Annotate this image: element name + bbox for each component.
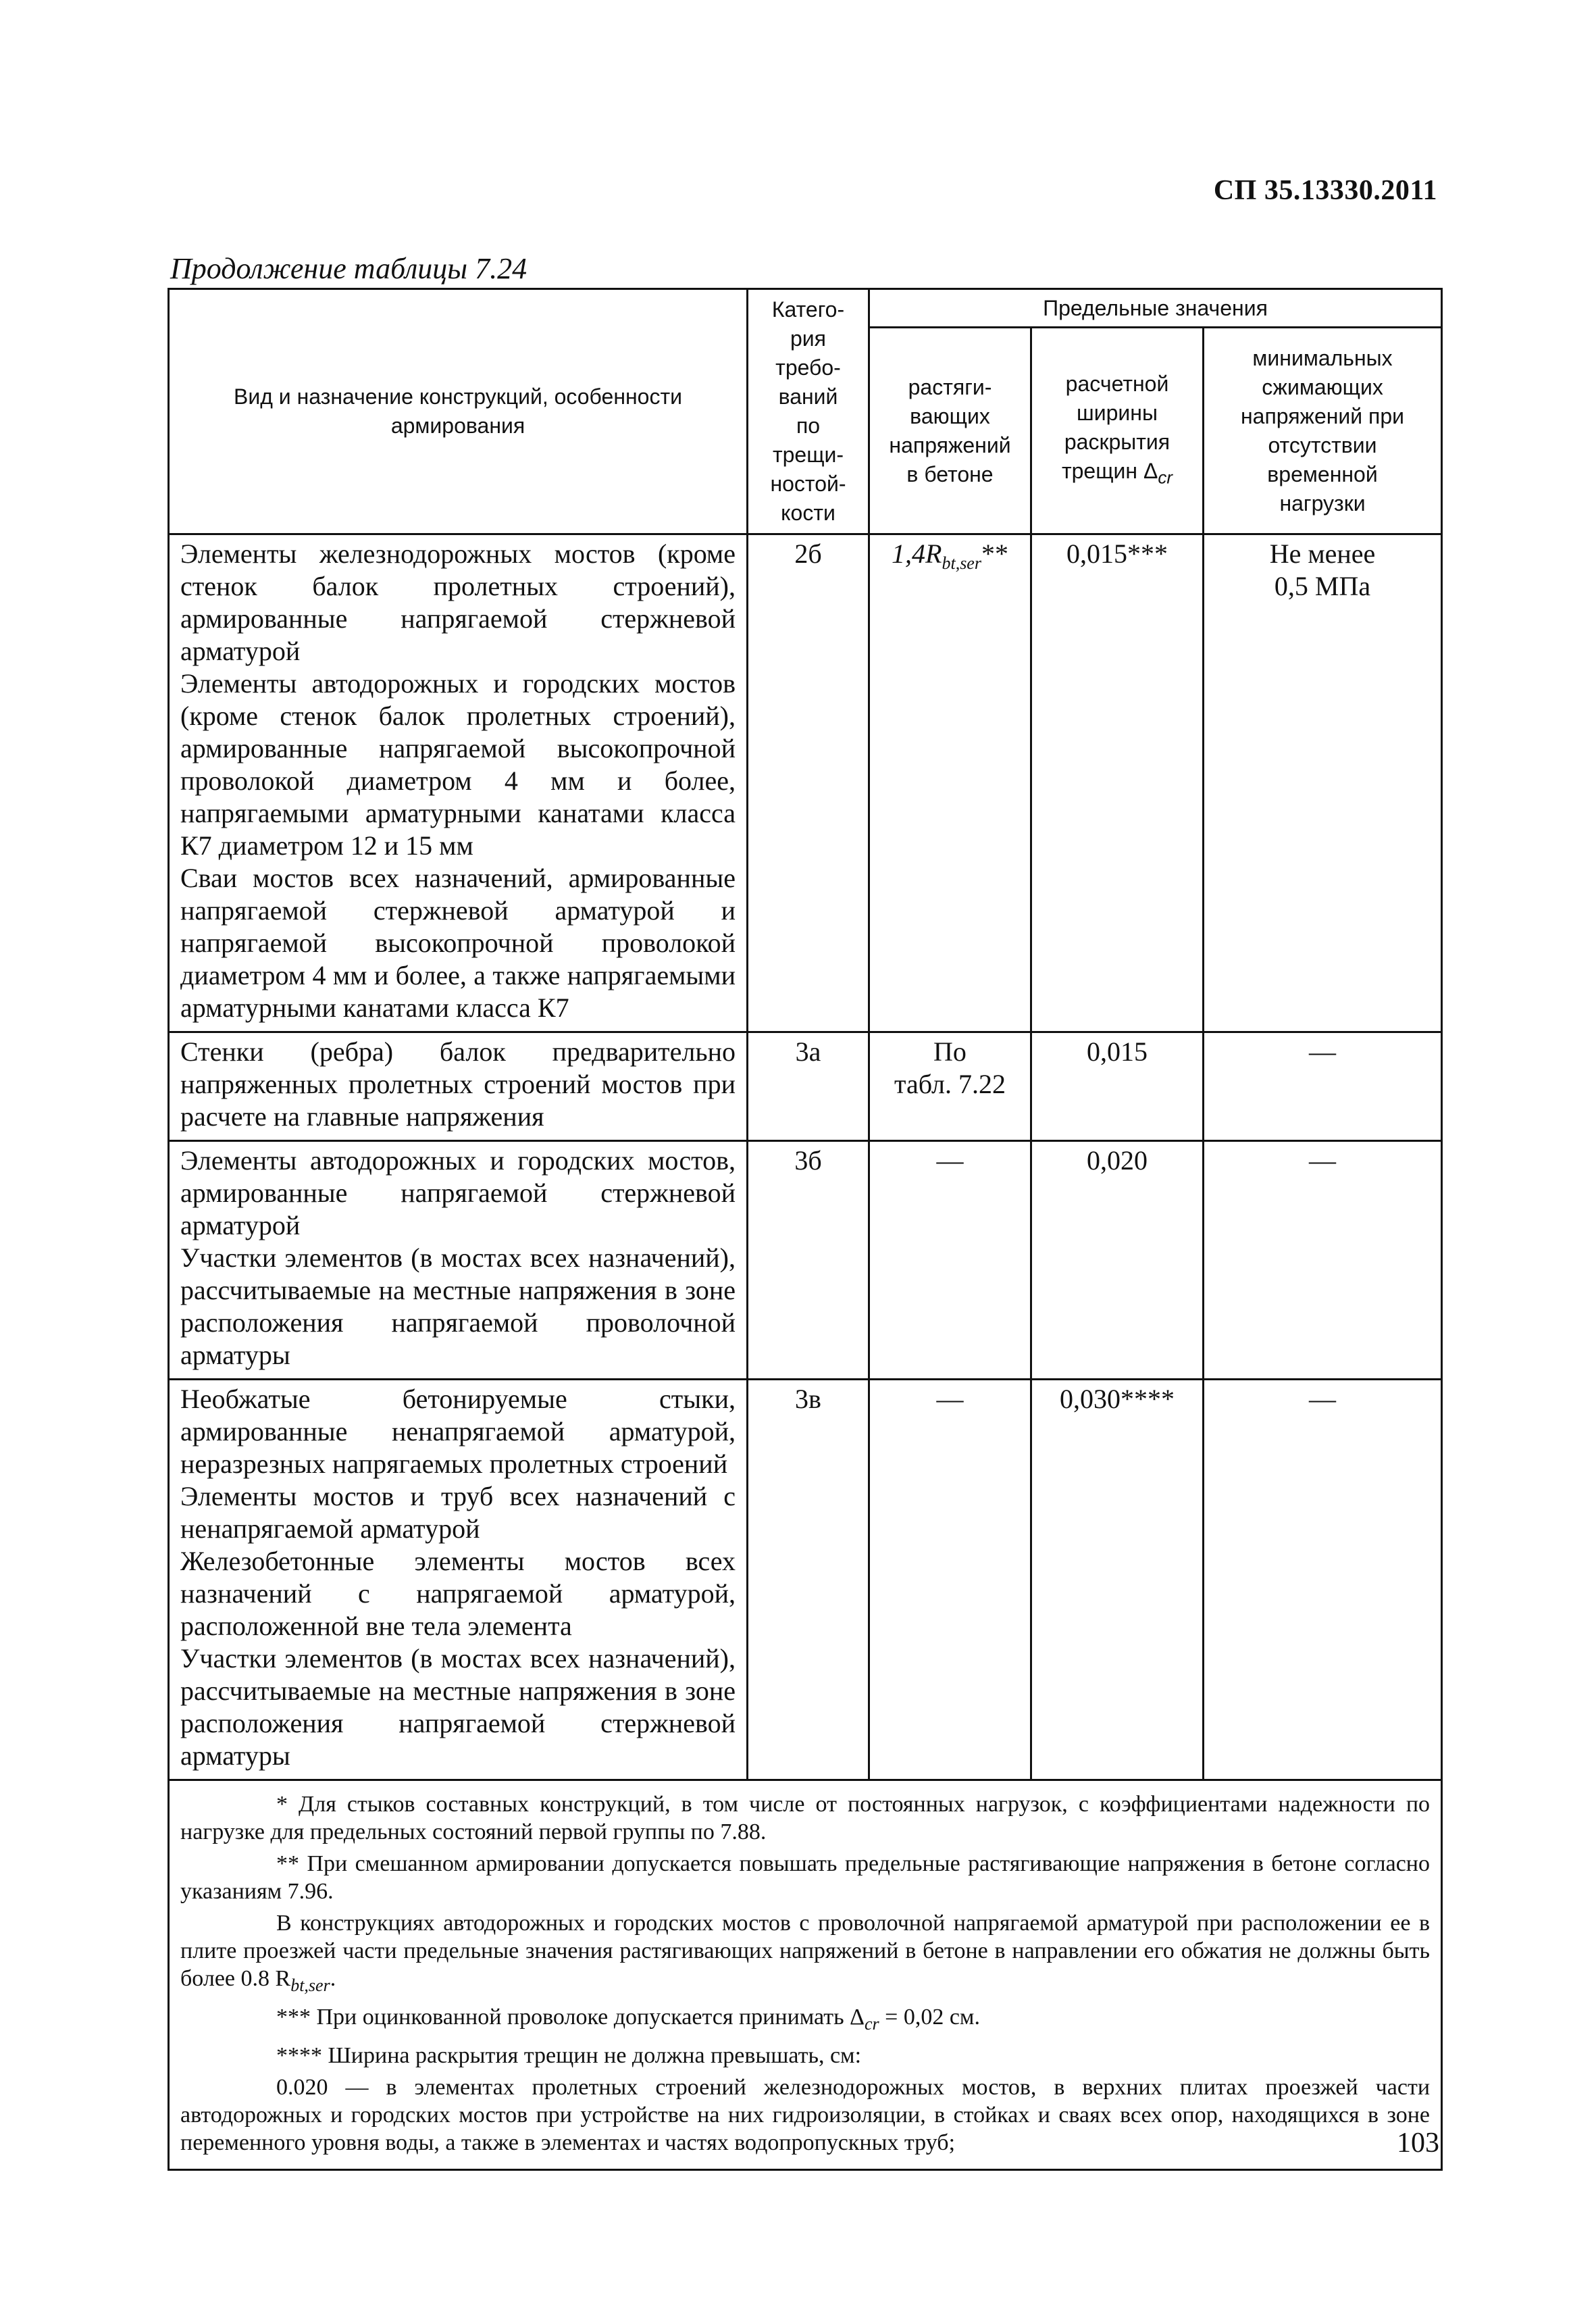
note-4-end: = 0,02 см.	[879, 2004, 980, 2030]
row-crack-width: 0,015***	[1031, 534, 1204, 1032]
header-line: нагрузки	[1279, 491, 1366, 515]
header-line: требо-	[775, 355, 841, 380]
requirements-table	[168, 288, 1441, 2171]
table-header-row	[169, 289, 1442, 328]
row-description	[169, 1032, 748, 1141]
note-6: 0.020 — в элементах пролетных строений железнодорожных мостов, в верхних плитах проезжей части автодорожных и городских мостов при устройстве на них гидроизоляции, в стойках и сваях всех опор, находящихся в зоне переменного уровня воды, а также в элементах и частях водопропускных труб;	[180, 2074, 1431, 2155]
row-category: 3б	[748, 1141, 869, 1380]
page-number: 103	[1397, 2128, 1439, 2159]
note-3-text: В конструкциях автодорожных и городских мостов с проволочной напрягаемой арматурой при расположении ее в плите проезжей части предельные значения растягивающих напряжений в бетоне в направлении его обжатия не должны быть более 0.8 R	[180, 1911, 1431, 1991]
table-row	[169, 1380, 1442, 1780]
header-line: минимальных	[1252, 345, 1393, 370]
header-line: рия	[790, 326, 826, 351]
header-line: трещи-	[772, 443, 844, 467]
header-line: по	[796, 413, 821, 438]
tensile-note: **	[981, 538, 1008, 569]
description-paragraph: Необжатые бетонируемые стыки, армированные ненапрягаемой арматурой, неразрезных напрягаемых пролетных строений	[180, 1384, 736, 1479]
header-line: напряжений	[889, 432, 1011, 457]
header-construction-type: Вид и назначение конструкций, особенности армирования	[169, 289, 748, 534]
subscript: cr	[864, 2013, 879, 2034]
subscript: cr	[1158, 467, 1173, 488]
row-description	[169, 1141, 748, 1380]
row-tensile	[869, 534, 1031, 1032]
row-crack-width: 0,030****	[1031, 1380, 1204, 1780]
table-notes-row	[169, 1780, 1442, 2170]
header-line: кости	[781, 501, 835, 525]
row-compressive: —	[1204, 1141, 1442, 1380]
note-1: * Для стыков составных конструкций, в том числе от постоянных нагрузок, с коэффициентами надежности по нагрузке для предельных состояний первой группы по 7.88.	[180, 1792, 1431, 1844]
header-line: временной	[1267, 461, 1378, 486]
header-crack-width	[1031, 328, 1204, 534]
row-tensile: —	[869, 1380, 1031, 1780]
row-crack-width: 0,020	[1031, 1141, 1204, 1380]
table-row	[169, 1032, 1442, 1141]
description-paragraph: Элементы автодорожных и городских мостов (кроме стенок балок пролетных строений), армированные напрягаемой высокопрочной проволокой диаметром 4 мм и более, напрягаемыми арматурными канатами класса К7 диаметром 12 и 15 мм	[180, 668, 736, 861]
subscript: bt,ser	[290, 1975, 330, 1995]
document-code: СП 35.13330.2011	[1213, 175, 1437, 206]
row-tensile	[869, 1032, 1031, 1141]
description-paragraph: Элементы мостов и труб всех назначений с ненапрягаемой арматурой	[180, 1481, 736, 1544]
header-compressive-stress	[1204, 328, 1442, 534]
description-paragraph: Железобетонные элементы мостов всех назначений с напрягаемой арматурой, расположенной вне тела элемента	[180, 1546, 736, 1641]
header-line: растяги-	[908, 374, 992, 399]
description-paragraph: Стенки (ребра) балок предварительно напряженных пролетных строений мостов при расчете на главные напряжения	[180, 1036, 736, 1132]
row-category: 3в	[748, 1380, 869, 1780]
header-line: Катего-	[771, 297, 845, 322]
row-crack-width: 0,015	[1031, 1032, 1204, 1141]
description-paragraph: Участки элементов (в мостах всех назначений), рассчитываемые на местные напряжения в зоне расположения напрягаемой стержневой арматуры	[180, 1643, 736, 1771]
row-category: 3а	[748, 1032, 869, 1141]
note-3	[180, 1909, 1430, 1999]
note-2: ** При смешанном армировании допускается повышать предельные растягивающие напряжения в бетоне согласно указаниям 7.96.	[180, 1851, 1431, 1904]
header-line: ширины	[1077, 400, 1158, 425]
description-paragraph: Элементы автодорожных и городских мостов, армированные напрягаемой стержневой арматурой	[180, 1145, 736, 1240]
header-limit-values: Предельные значения	[869, 289, 1442, 328]
tensile-line: табл. 7.22	[894, 1069, 1006, 1099]
description-paragraph: Участки элементов (в мостах всех назначений), рассчитываемые на местные напряжения в зоне расположения напрягаемой проволочной арматуры	[180, 1242, 736, 1370]
table-row	[169, 1141, 1442, 1380]
header-line-text: трещин Δ	[1061, 458, 1158, 483]
tensile-value: 1,4R	[892, 538, 942, 569]
header-line: ваний	[778, 384, 838, 409]
description-paragraph: Элементы железнодорожных мостов (кроме стенок балок пролетных строений), армированные напрягаемой стержневой арматурой	[180, 538, 736, 666]
subscript: bt,ser	[942, 553, 981, 573]
header-line: раскрытия	[1064, 429, 1170, 454]
row-compressive: —	[1204, 1032, 1442, 1141]
note-4	[180, 2003, 1430, 2038]
row-description	[169, 534, 748, 1032]
description-paragraph: Сваи мостов всех назначений, армированные напрягаемой стержневой арматурой и напрягаемой высокопрочной проволокой диаметром 4 мм и более, а также напрягаемыми арматурными канатами класса К7	[180, 863, 736, 1023]
note-4-text: *** При оцинкованной проволоке допускается принимать Δ	[276, 2004, 865, 2030]
row-category: 2б	[748, 534, 869, 1032]
header-line: расчетной	[1065, 371, 1169, 396]
header-line	[1039, 457, 1195, 492]
header-category	[748, 289, 869, 534]
compressive-line: Не менее	[1269, 538, 1376, 569]
tensile-line: По	[933, 1036, 967, 1067]
table-notes	[169, 1780, 1442, 2170]
header-tensile-stress	[869, 328, 1031, 534]
header-line: отсутствии	[1268, 432, 1377, 457]
row-compressive	[1204, 534, 1442, 1032]
row-description	[169, 1380, 748, 1780]
row-tensile: —	[869, 1141, 1031, 1380]
header-line: напряжений при	[1240, 403, 1405, 428]
note-3-end: .	[330, 1966, 336, 1991]
header-line: в бетоне	[906, 461, 994, 486]
header-line: сжимающих	[1262, 374, 1383, 399]
header-line: вающих	[910, 403, 990, 428]
note-5: **** Ширина раскрытия трещин не должна превышать, см:	[276, 2042, 862, 2068]
row-compressive: —	[1204, 1380, 1442, 1780]
table-caption: Продолжение таблицы 7.24	[170, 252, 527, 285]
header-line: ностой-	[770, 472, 846, 496]
table-row	[169, 534, 1442, 1032]
compressive-line: 0,5 МПа	[1274, 571, 1371, 601]
